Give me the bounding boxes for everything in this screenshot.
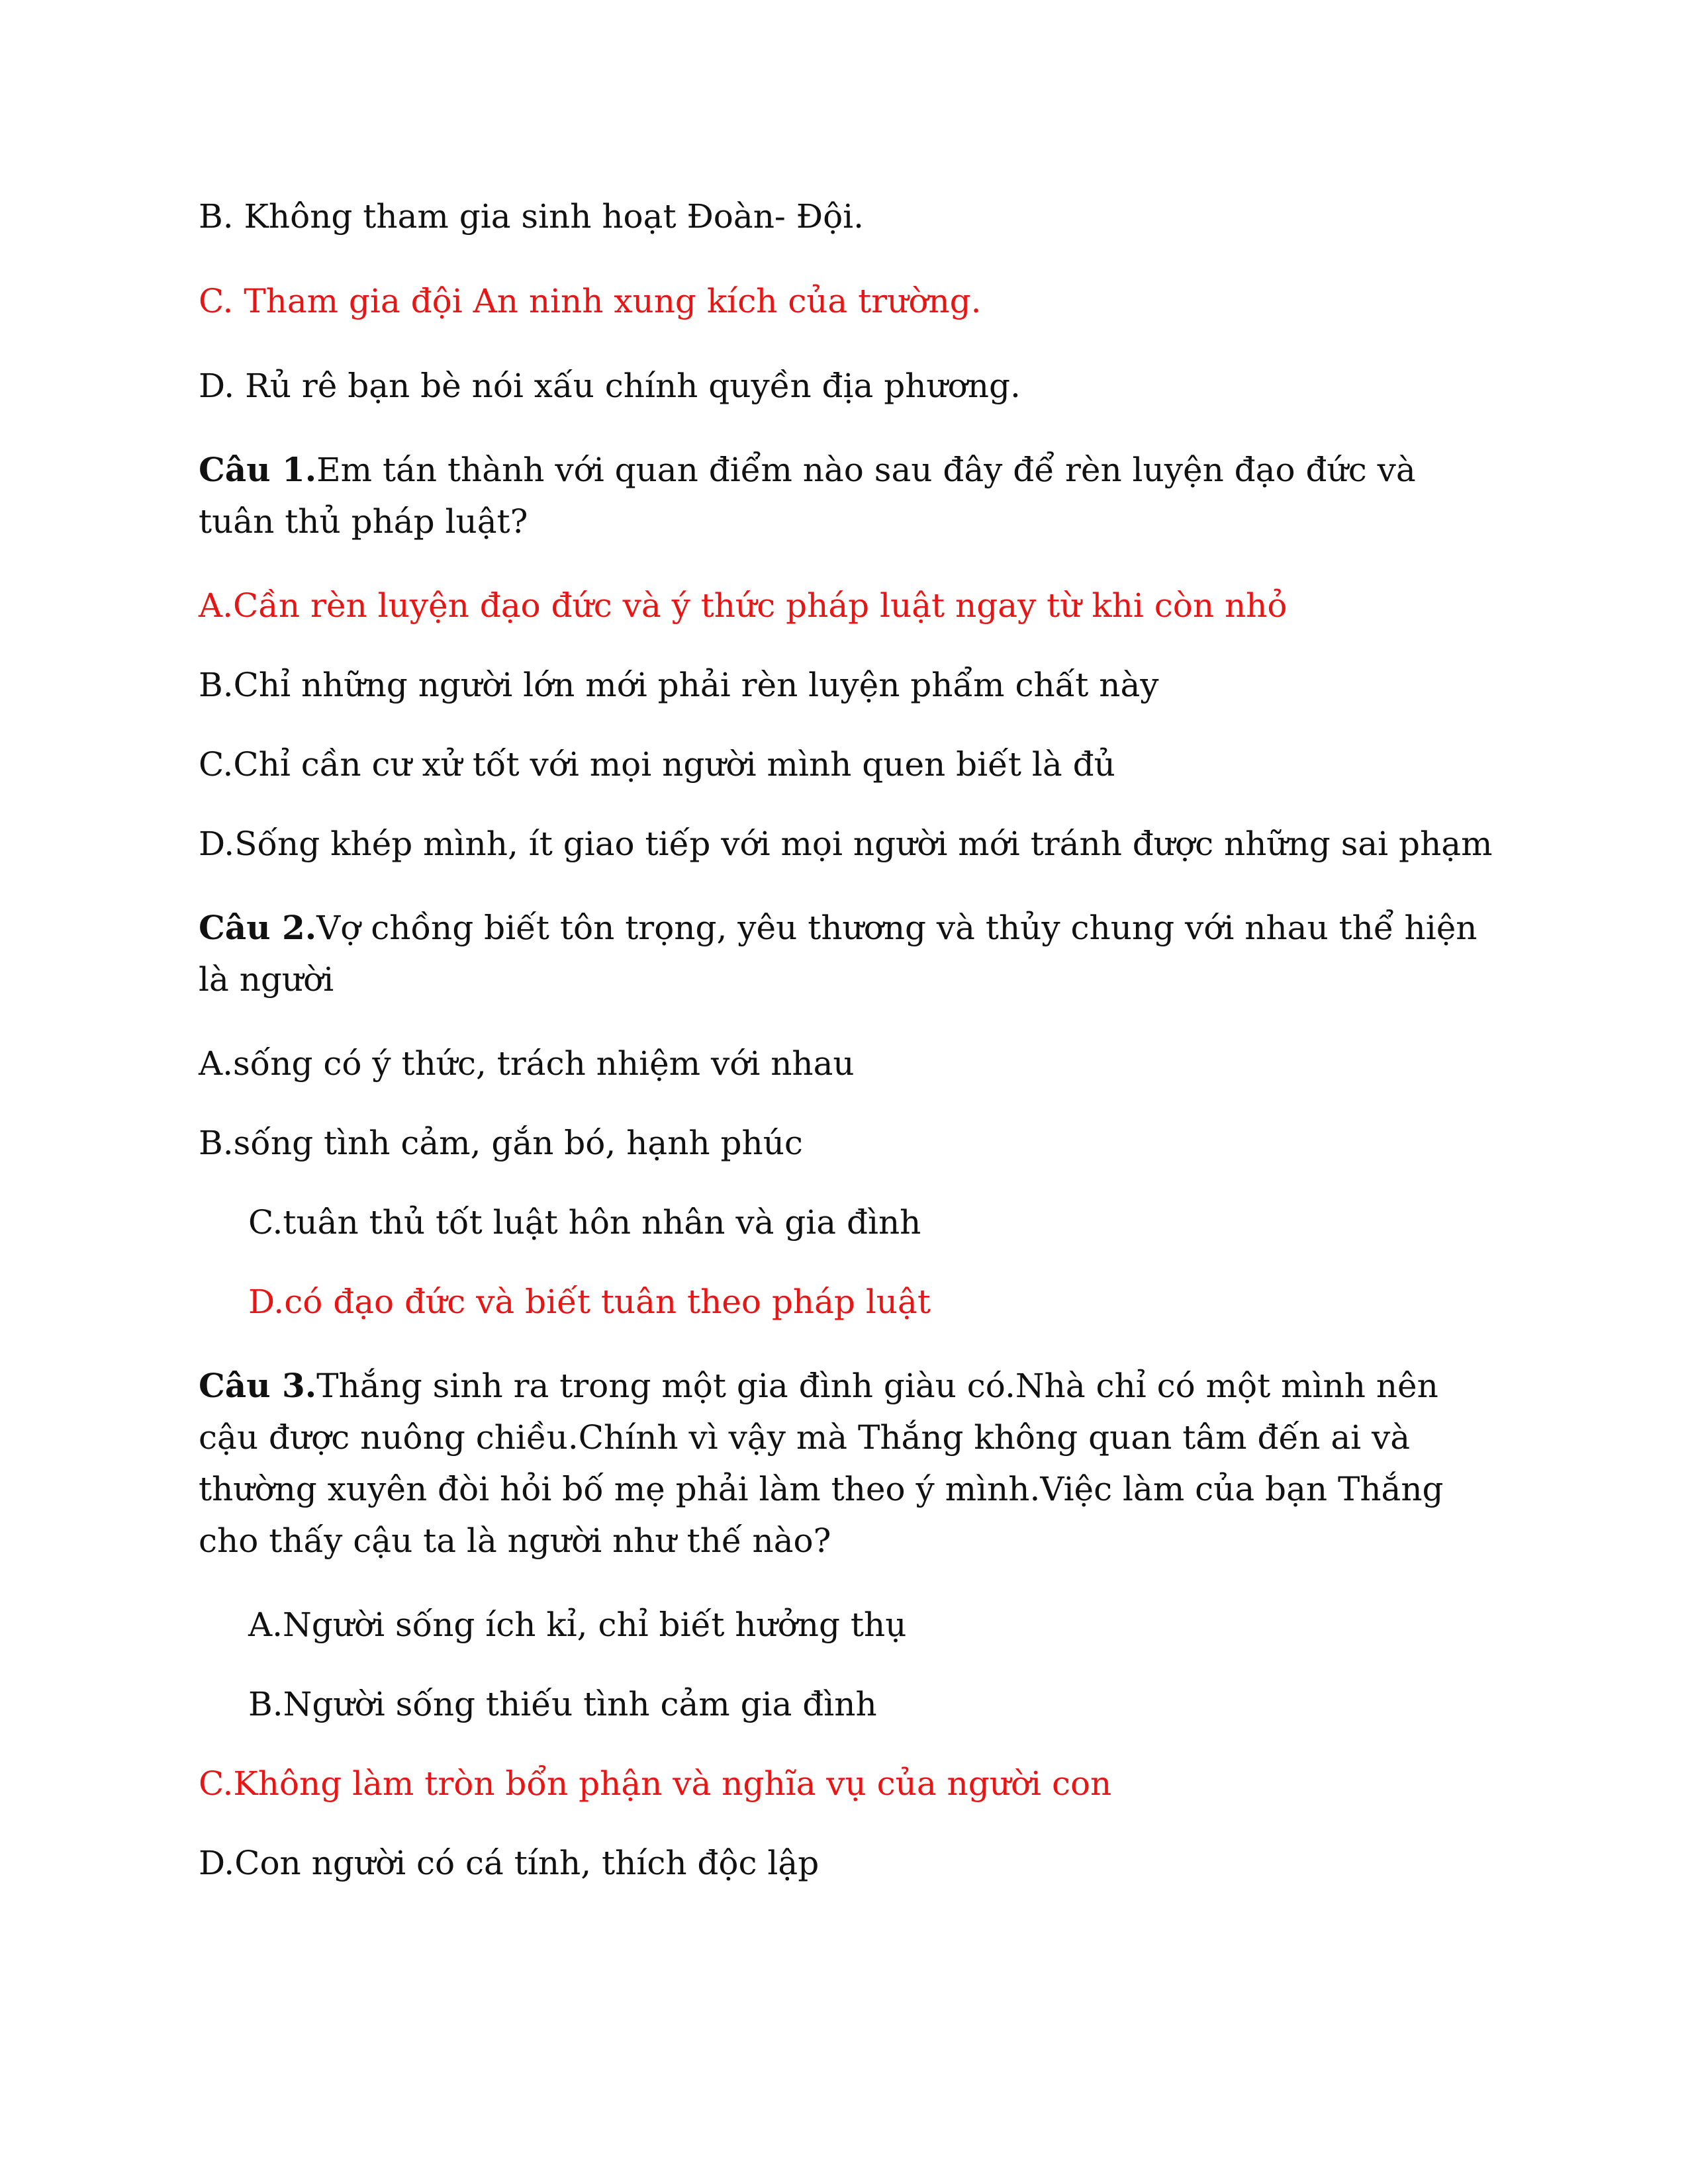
question-1 xyxy=(199,444,1489,547)
q3-option-d: D.Con người có cá tính, thích độc lập xyxy=(199,1844,820,1882)
question-2-number: Câu 2. xyxy=(199,908,317,947)
q3-option-a: A.Người sống ích kỉ, chỉ biết hưởng thụ xyxy=(248,1606,907,1644)
document-body xyxy=(199,195,1493,1884)
q2-option-d-answer: D.có đạo đức và biết tuân theo pháp luật xyxy=(248,1283,931,1321)
option-b-top: B. Không tham gia sinh hoạt Đoàn- Đội. xyxy=(199,197,865,236)
q1-option-c: C.Chỉ cần cư xử tốt với mọi người mình quen biết là đủ xyxy=(199,745,1115,784)
q1-option-a-answer: A.Cần rèn luyện đạo đức và ý thức pháp luật ngay từ khi còn nhỏ xyxy=(199,586,1288,625)
q3-option-b: B.Người sống thiếu tình cảm gia đình xyxy=(248,1685,877,1723)
question-2-text: Vợ chồng biết tôn trọng, yêu thương và thủy chung với nhau thể hiện là người xyxy=(199,909,1477,999)
question-3 xyxy=(199,1360,1489,1567)
question-3-text: Thắng sinh ra trong một gia đình giàu có.Nhà chỉ có một mình nên cậu được nuông chiều.Chính vì vậy mà Thắng không quan tâm đến ai và thường xuyên đòi hỏi bố mẹ phải làm theo ý mình.Việc làm của bạn Thắng cho thấy cậu ta là người như thế nào? xyxy=(199,1367,1444,1560)
question-1-text: Em tán thành với quan điểm nào sau đây để rèn luyện đạo đức và tuân thủ pháp luật? xyxy=(199,451,1416,541)
q2-option-a: A.sống có ý thức, trách nhiệm với nhau xyxy=(199,1044,855,1083)
question-3-number: Câu 3. xyxy=(199,1366,317,1405)
question-1-number: Câu 1. xyxy=(199,450,317,489)
q1-option-b: B.Chỉ những người lớn mới phải rèn luyện phẩm chất này xyxy=(199,666,1159,704)
q2-option-c: C.tuân thủ tốt luật hôn nhân và gia đình xyxy=(248,1203,921,1242)
q1-option-d: D.Sống khép mình, ít giao tiếp với mọi người mới tránh được những sai phạm xyxy=(199,825,1493,863)
q3-option-c-answer: C.Không làm tròn bổn phận và nghĩa vụ của người con xyxy=(199,1764,1112,1803)
option-d-top: D. Rủ rê bạn bè nói xấu chính quyền địa phương. xyxy=(199,367,1021,405)
q2-option-b: B.sống tình cảm, gắn bó, hạnh phúc xyxy=(199,1124,803,1162)
option-c-top-answer: C. Tham gia đội An ninh xung kích của trường. xyxy=(199,282,982,320)
question-2 xyxy=(199,902,1489,1005)
